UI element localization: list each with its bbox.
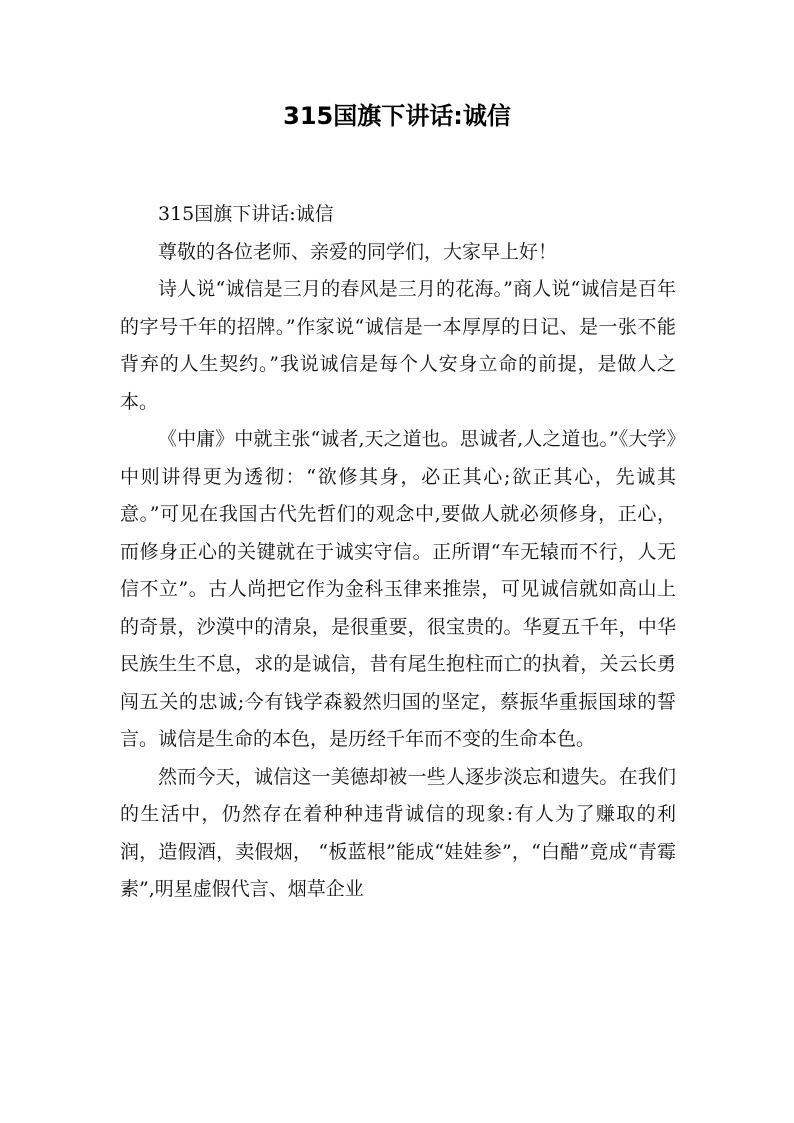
paragraph-body-3: 然而今天，诚信这一美德却被一些人逐步淡忘和遗失。在我们的生活中，仍然存在着种种违背诚信的现象:有人为了赚取的利润，造假酒，卖假烟， “板蓝根”能成“娃娃参”，“白醋”竟成“青霉素”,明星虚假代言、烟草企业 <box>120 765 676 900</box>
document-title: 315国旗下讲话:诚信 <box>283 102 511 130</box>
paragraph-body-1: 诗人说“诚信是三月的春风是三月的花海。”商人说“诚信是百年的字号千年的招牌。”作家说“诚信是一本厚厚的日记、是一张不能背弃的人生契约。”我说诚信是每个人安身立命的前提，是做人之本。 <box>120 278 676 413</box>
paragraph-subtitle: 315国旗下讲话:诚信 <box>158 203 334 225</box>
paragraph-greeting: 尊敬的各位老师、亲爱的同学们，大家早上好！ <box>158 240 558 263</box>
paragraph-body-2: 《中庸》中就主张“诚者,天之道也。思诚者,人之道也。”《大学》中则讲得更为透彻：“欲修其身，必正其心;欲正其心，先诚其意。”可见在我国古代先哲们的观念中,要做人就必须修身，正心，而修身正心的关键就在于诚实守信。正所谓“车无辕而不行，人无信不立”。古人尚把它作为金科玉律来推崇，可见诚信就如高山上的奇景，沙漠中的清泉，是很重要，很宝贵的。华夏五千年，中华民族生生不息，求的是诚信，昔有尾生抱柱而亡的执着，关云长勇闯五关的忠诚;今有钱学森毅然归国的坚定，蔡振华重振国球的誓言。诚信是生命的本色，是历经千年而不变的生命本色。 <box>120 428 676 750</box>
document-body <box>120 196 676 909</box>
